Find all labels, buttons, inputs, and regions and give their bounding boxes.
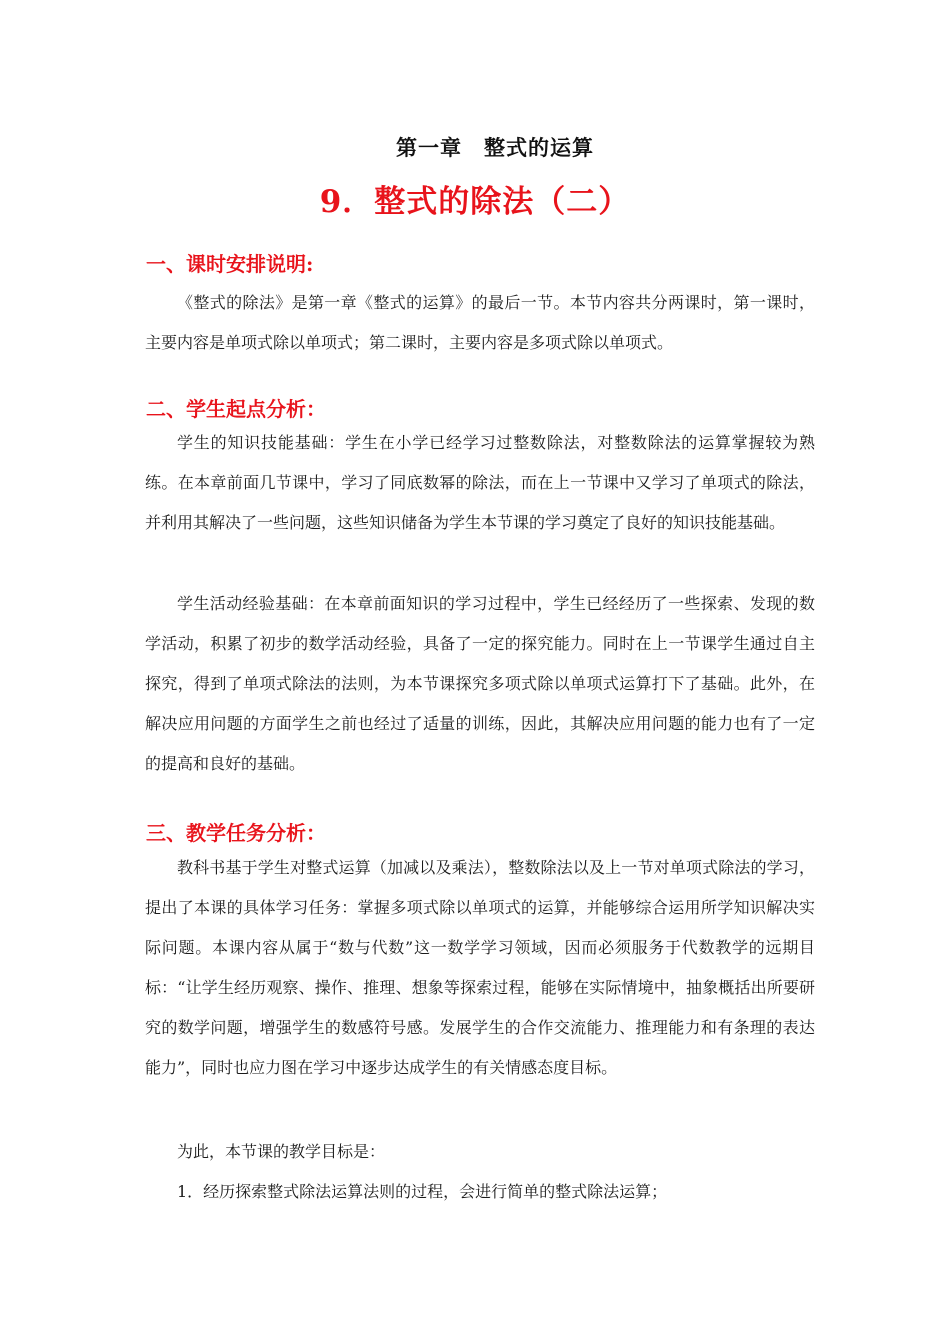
section-heading-task-analysis: 三、教学任务分析：: [146, 821, 326, 845]
paragraph-schedule: 《整式的除法》是第一章《整式的运算》的最后一节。本节内容共分两课时，第一课时，主要内容是单项式除以单项式；第二课时，主要内容是多项式除以单项式。: [145, 293, 815, 352]
lesson-title: 9．整式的除法（二）: [319, 184, 631, 220]
chapter-title: 第一章 整式的运算: [396, 135, 594, 160]
section-heading-schedule: 一、课时安排说明:: [146, 252, 314, 276]
paragraph-task-analysis: 教科书基于学生对整式运算（加减以及乘法），整数除法以及上一节对单项式除法的学习，提出了本课的具体学习任务：掌握多项式除以单项式的运算，并能够综合运用所学知识解决实际问题。本课内容从属于“数与代数”这一数学学习领域，因而必须服务于代数教学的远期目标：“让学生经历观察、操作、推理、想象等探索过程，能够在实际情境中，抽象概括出所要研究的数学问题，增强学生的数感符号感。发展学生的合作交流能力、推理能力和有条理的表达能力”，同时也应力图在学习中逐步达成学生的有关情感态度目标。: [145, 858, 815, 1077]
paragraph-activity-base: 学生活动经验基础：在本章前面知识的学习过程中，学生已经经历了一些探索、发现的数学活动，积累了初步的数学活动经验，具备了一定的探究能力。同时在上一节课学生通过自主探究，得到了单项式除法的法则，为本节课探究多项式除以单项式运算打下了基础。此外，在解决应用问题的方面学生之前也经过了适量的训练，因此，其解决应用问题的能力也有了一定的提高和良好的基础。: [145, 594, 815, 773]
list-item-goal-1: 1．经历探索整式除法运算法则的过程，会进行简单的整式除法运算；: [177, 1182, 668, 1201]
paragraph-knowledge-base: 学生的知识技能基础：学生在小学已经学习过整数除法，对整数除法的运算掌握较为熟练。在本章前面几节课中，学习了同底数幂的除法，而在上一节课中又学习了单项式的除法，并利用其解决了一些问题，这些知识储备为学生本节课的学习奠定了良好的知识技能基础。: [145, 433, 815, 532]
paragraph-goals-intro: 为此，本节课的教学目标是：: [177, 1142, 386, 1161]
section-heading-student-analysis: 二、学生起点分析：: [146, 397, 326, 421]
